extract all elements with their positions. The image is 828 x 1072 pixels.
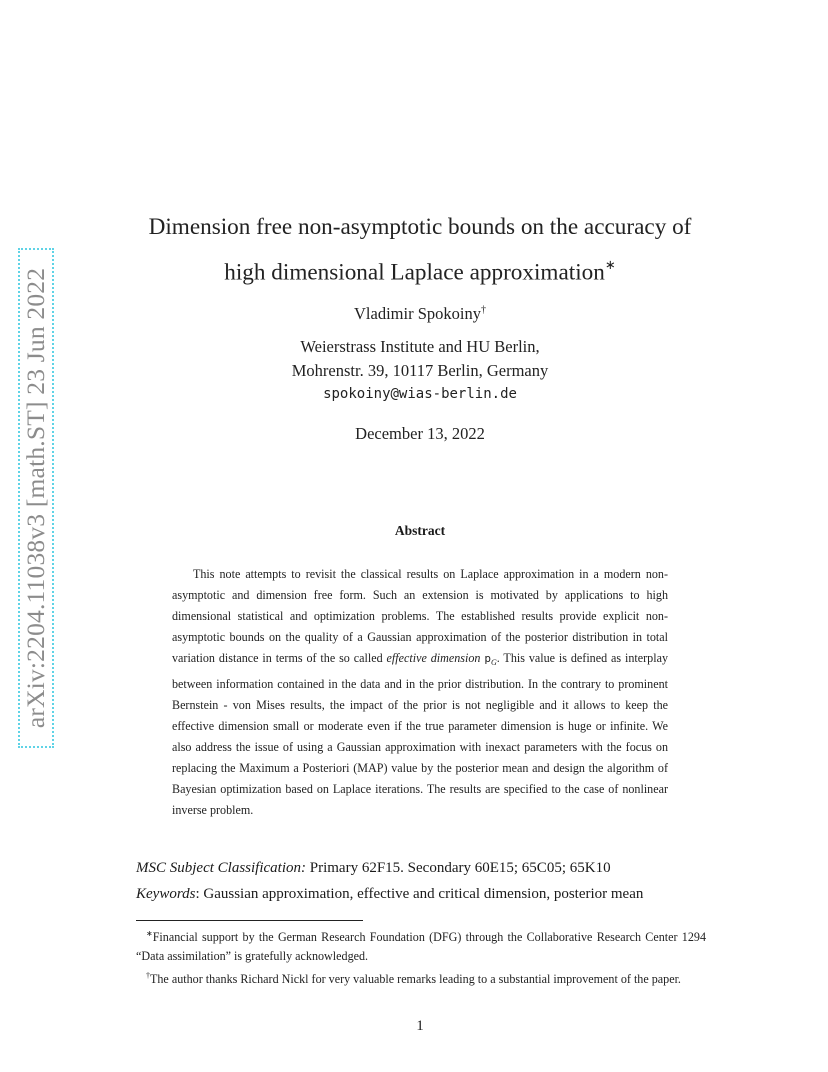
affiliation-line-2: Mohrenstr. 39, 10117 Berlin, Germany — [291, 361, 549, 380]
footnote-acknowledgement — [136, 966, 706, 989]
author-footnote-mark: † — [480, 304, 486, 316]
abstract-text-part-2: . This value is defined as interplay between information contained in the data and in the prior distribution. In the contrary to prominent Bernstein - von Mises results, the impact of the prior is not negligible and it allows to keep the effective dimension small or moderate even if the true parameter dimension is huge or infinite. We also address the issue of using a Gaussian approximation with inexact parameters with the focus on replacing the Maximum a Posteriori (MAP) value by the posterior mean and design the algorithm of Bayesian optimization based on Laplace iterations. The results are specified to the case of nonlinear inverse problem. — [172, 651, 668, 818]
title-footnote-mark: ∗ — [604, 257, 616, 272]
footnote-rule — [136, 920, 363, 921]
keywords-label: Keywords — [136, 886, 196, 902]
affiliation-line-1: Weierstrass Institute and HU Berlin, — [300, 337, 540, 356]
author-name — [110, 304, 730, 324]
arxiv-identifier: arXiv:2204.11038v3 [math.ST] 23 Jun 2022 — [21, 267, 50, 729]
footnote-mark: † — [146, 971, 150, 981]
msc-value: Primary 62F15. Secondary 60E15; 65C05; 65K10 — [306, 860, 611, 876]
author-email[interactable]: spokoiny@wias-berlin.de — [323, 386, 517, 402]
keywords-value: : Gaussian approximation, effective and critical dimension, posterior mean — [195, 886, 644, 902]
footnote-text: Financial support by the German Research Foundation (DFG) through the Collaborative Research Center 1294 “Data assimilation” is gratefully acknowledged. — [136, 930, 706, 964]
footnote-mark: ∗ — [146, 929, 153, 938]
title-line-2-text: high dimensional Laplace approximation — [224, 259, 605, 286]
keywords — [136, 886, 736, 903]
abstract-heading: Abstract — [394, 523, 446, 538]
abstract-text-part-1: This note attempts to revisit the classical results on Laplace approximation in a modern non-asymptotic and dimension free form. Such an extension is motivated by applications to high dimensional statistical and optimization problems. The established results provide explicit non-asymptotic bounds on the quality of a Gaussian approximation of the posterior distribution in total variation distance in terms of the so called — [172, 567, 668, 666]
footnote-text: The author thanks Richard Nickl for very valuable remarks leading to a substantial improvement of the paper. — [150, 972, 681, 987]
title-line-1: Dimension free non-asymptotic bounds on the accuracy of — [148, 214, 692, 240]
math-symbol: p — [484, 652, 491, 666]
paper-date: December 13, 2022 — [355, 424, 485, 443]
arxiv-stamp — [18, 248, 54, 748]
footnote-funding — [136, 924, 706, 966]
msc-classification — [136, 860, 736, 877]
page-number: 1 — [416, 1018, 424, 1034]
title-line-2 — [110, 247, 730, 293]
footnotes — [136, 924, 706, 989]
math-subscript: G — [490, 658, 497, 668]
paper-title — [110, 208, 730, 293]
effective-dimension-symbol — [484, 652, 497, 668]
author-name-text: Vladimir Spokoiny — [354, 304, 481, 323]
msc-label: MSC Subject Classification: — [136, 860, 306, 876]
abstract-emphasis: effective dimension — [386, 651, 481, 666]
abstract-body — [172, 564, 668, 821]
